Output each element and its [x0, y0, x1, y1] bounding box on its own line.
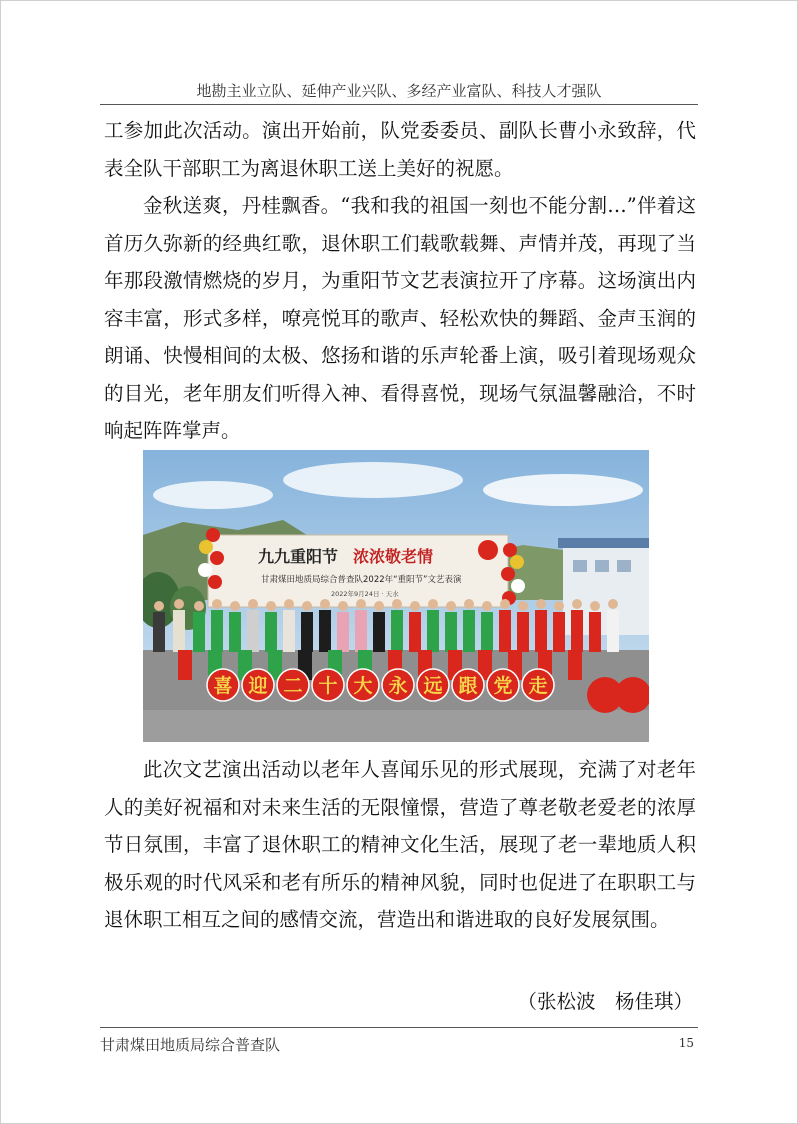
- slogan-char: 十: [318, 675, 338, 697]
- paragraph-2: 金秋送爽，丹桂飘香。“我和我的祖国一刻也不能分割…”伴着这首历久弥新的经典红歌，退休职工们载歌载舞、声情并茂，再现了当年那段激情燃烧的岁月，为重阳节文艺表演拉开了序幕。这场演出内容丰富，形式多样，嘹亮悦耳的歌声、轻松欢快的舞蹈、金声玉润的朗诵、快慢相间的太极、悠扬和谐的乐声轮番上演，吸引着现场观众的目光，老年朋友们听得入神、看得喜悦，现场气氛温馨融洽，不时响起阵阵掌声。: [104, 194, 696, 442]
- slogan-char: 跟: [458, 675, 478, 697]
- page-header: 地勘主业立队、延伸产业兴队、多经产业富队、科技人才强队: [196, 82, 602, 100]
- paragraph-3: 此次文艺演出活动以老年人喜闻乐见的形式展现，充满了对老年人的美好祝福和对未来生活的无限憧憬，营造了尊老敬老爱老的浓厚节日氛围，丰富了退休职工的精神文化生活，展现了老一辈地质人积极乐观的时代风采和老有所乐的精神风貌，同时也促进了在职职工与退休职工相互之间的感情交流，营造出和谐进取的良好发展氛围。: [104, 758, 696, 931]
- slogan-char: 远: [423, 675, 443, 697]
- photo-cloud: [153, 481, 273, 509]
- photo-banner-date: 2022年9月24日 · 天水: [331, 590, 399, 598]
- photo-building-window: [595, 560, 609, 572]
- photo-building-window: [617, 560, 631, 572]
- header-rule: [100, 104, 698, 105]
- photo-building-window: [573, 560, 587, 572]
- author-signature: （张松波 杨佳琪）: [517, 990, 693, 1013]
- footer-organization: 甘肃煤田地质局综合普查队: [100, 1036, 281, 1054]
- page-number: 15: [678, 1036, 694, 1050]
- photo-banner-sun: [478, 540, 498, 560]
- paragraph-1: 工参加此次活动。演出开始前，队党委委员、副队长曹小永致辞，代表全队干部职工为离退休职工送上美好的祝愿。: [104, 119, 696, 180]
- photo-banner-subtitle: 甘肃煤田地质局综合普查队2022年“重阳节”文艺表演: [261, 575, 462, 585]
- slogan-char: 迎: [248, 675, 268, 697]
- photo-building-roof: [558, 538, 649, 548]
- slogan-char: 二: [283, 675, 303, 697]
- photo-cloud: [483, 474, 643, 506]
- event-photo: [143, 450, 649, 742]
- footer-rule: [100, 1027, 698, 1028]
- slogan-char: 党: [493, 675, 513, 697]
- photo-ground-near: [143, 710, 649, 742]
- photo-banner-title-right: 浓浓敬老情: [353, 547, 434, 566]
- photo-banner-title-left: 九九重阳节: [258, 547, 339, 566]
- slogan-char: 大: [353, 675, 373, 697]
- slogan-char: 永: [388, 675, 408, 697]
- slogan-char: 走: [528, 675, 548, 697]
- photo-cloud: [283, 462, 463, 498]
- slogan-char: 喜: [213, 675, 233, 697]
